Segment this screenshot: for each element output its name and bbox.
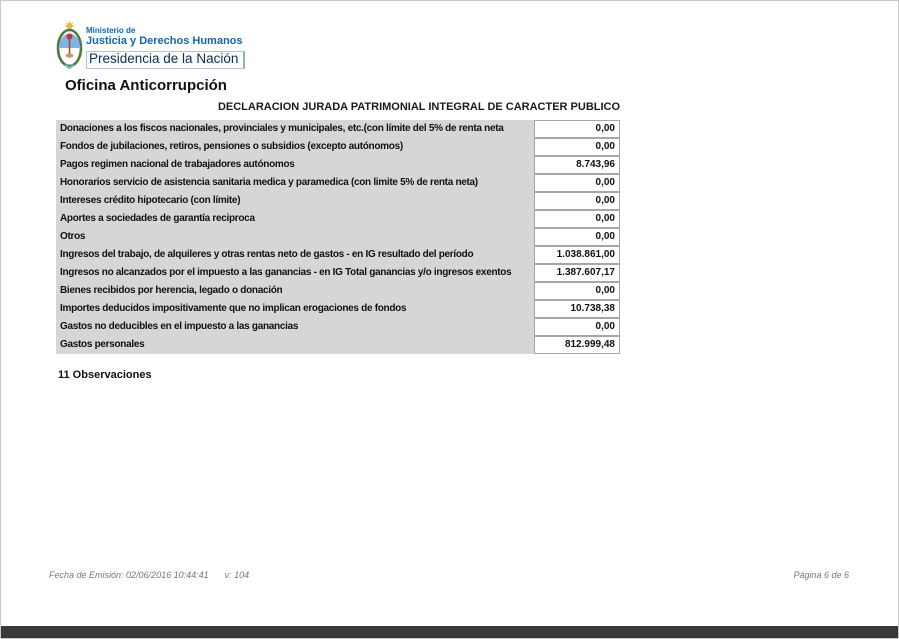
row-value: 1.387.607,17 bbox=[534, 264, 620, 282]
table-row bbox=[56, 228, 620, 246]
office-title: Oficina Anticorrupción bbox=[65, 77, 227, 94]
table-row bbox=[56, 336, 620, 354]
footer-page-number: Página 6 de 6 bbox=[793, 570, 849, 580]
row-label: Gastos no deducibles en el impuesto a las ganancias bbox=[56, 318, 534, 336]
row-label: Intereses crédito hipotecario (con límite) bbox=[56, 192, 534, 210]
row-label: Fondos de jubilaciones, retiros, pensiones o subsidios (excepto autónomos) bbox=[56, 138, 534, 156]
table-row bbox=[56, 264, 620, 282]
row-value: 0,00 bbox=[534, 228, 620, 246]
row-value: 10.738,38 bbox=[534, 300, 620, 318]
row-value: 1.038.861,00 bbox=[534, 246, 620, 264]
observaciones-label: 11 Observaciones bbox=[58, 369, 152, 381]
row-value: 812.999,48 bbox=[534, 336, 620, 354]
presidency-label: Presidencia de la Nación bbox=[86, 51, 245, 69]
table-row bbox=[56, 318, 620, 336]
table-row bbox=[56, 156, 620, 174]
row-value: 0,00 bbox=[534, 174, 620, 192]
row-label: Pagos regimen nacional de trabajadores autónomos bbox=[56, 156, 534, 174]
row-label: Aportes a sociedades de garantía reciproca bbox=[56, 210, 534, 228]
row-label: Bienes recibidos por herencia, legado o donación bbox=[56, 282, 534, 300]
table-row bbox=[56, 246, 620, 264]
document-title: DECLARACION JURADA PATRIMONIAL INTEGRAL DE CARACTER PUBLICO bbox=[217, 101, 621, 113]
table-row bbox=[56, 174, 620, 192]
row-value: 0,00 bbox=[534, 210, 620, 228]
row-value: 0,00 bbox=[534, 318, 620, 336]
table-row bbox=[56, 120, 620, 138]
row-label: Otros bbox=[56, 228, 534, 246]
table-row bbox=[56, 300, 620, 318]
row-label: Honorarios servicio de asistencia sanitaria medica y paramedica (con limite 5% de renta neta) bbox=[56, 174, 534, 192]
coat-of-arms-icon bbox=[56, 21, 83, 74]
table-row bbox=[56, 210, 620, 228]
row-label: Ingresos no alcanzados por el impuesto a las ganancias - en IG Total ganancias y/o ingresos exentos bbox=[56, 264, 534, 282]
ministry-wordmark bbox=[86, 27, 245, 69]
version-label: v: 104 bbox=[224, 570, 250, 580]
ministry-line1: Ministerio de bbox=[86, 26, 136, 35]
row-value: 0,00 bbox=[534, 282, 620, 300]
row-value: 0,00 bbox=[534, 192, 620, 210]
row-label: Donaciones a los fiscos nacionales, provinciales y municipales, etc.(con límite del 5% de renta neta bbox=[56, 120, 534, 138]
table-row bbox=[56, 138, 620, 156]
row-value: 0,00 bbox=[534, 138, 620, 156]
row-label: Importes deducidos impositivamente que no implican erogaciones de fondos bbox=[56, 300, 534, 318]
table-row bbox=[56, 282, 620, 300]
table-row bbox=[56, 192, 620, 210]
row-label: Ingresos del trabajo, de alquileres y otras rentas neto de gastos - en IG resultado del período bbox=[56, 246, 534, 264]
row-value: 8.743,96 bbox=[534, 156, 620, 174]
footer-emission bbox=[49, 570, 249, 580]
declaration-table bbox=[56, 120, 620, 354]
row-value: 0,00 bbox=[534, 120, 620, 138]
row-label: Gastos personales bbox=[56, 336, 534, 354]
emission-date: Fecha de Emisión: 02/06/2016 10:44:41 bbox=[49, 570, 209, 580]
window-bottom-bar bbox=[1, 626, 898, 638]
ministry-line2: Justicia y Derechos Humanos bbox=[86, 35, 243, 48]
